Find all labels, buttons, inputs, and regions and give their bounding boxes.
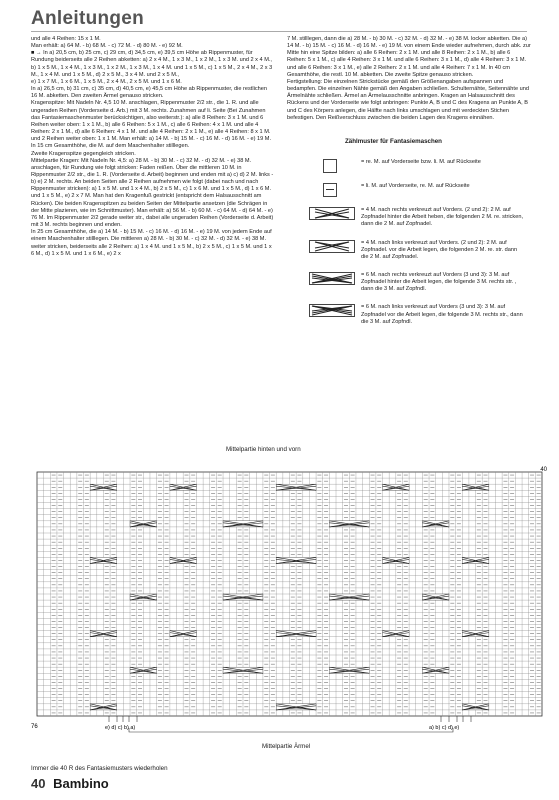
paragraph: Zweite Kragenspitze gegengleich stricken.	[31, 150, 136, 157]
chart-bottom-label: Mittelpartie Ärmel	[262, 743, 311, 750]
legend-text: = re. M. auf Vorderseite bzw. li. M. auf Rückseite	[361, 159, 481, 166]
cable-cross	[170, 557, 197, 563]
chart-size-marks	[109, 716, 471, 732]
paragraph: In a) 26,5 cm, b) 31 cm, c) 35 cm, d) 40,5 cm, e) 45,5 cm Höhe ab Rippenmuster, die restlichen 16 M. abketten. Den zweiten Ärmel genauso stricken.	[31, 86, 267, 100]
legend-item	[287, 304, 531, 325]
paragraph: Fertigstellung: Die einzelnen Strickstücke gemäß den Größenangaben aufspannen und bedampfen. Die einzelnen Nähte gemäß den Angaben schließen. Schulternähte, Seitennähte und Ärmelnähte schließen. Ärmel an Ärmelausschnitte anbringen. Kragen an Halsausschnitt des Rückens und der Vorderseite wie folgt anbringen: Punkte A, B und C des Kragens an Punkte A, B und C des Körpers anlegen, die Hälfte nach links umschlagen und mit verdeckten Stichen befestigen. Den Reißverschluss zwischen die beiden Lagen des Kragens einnähen.	[287, 78, 529, 121]
legend-text: = 4 M. nach rechts verkreuzt auf Vorders. (2 und 2): 2 M. auf Zopfnadel hinter die Arbeit heben, die folgenden 2 M. re. stricken, dann die 2 M. auf Zopfnadel.	[361, 207, 524, 228]
cross-6-left-icon	[309, 304, 355, 317]
stitch-count-label: 76	[31, 724, 38, 730]
cable-cross	[462, 557, 489, 563]
paragraph: und alle 4 Reihen: 15 x 1 M.	[31, 36, 101, 42]
row-count-label: 40	[540, 467, 547, 473]
cable-cross	[130, 594, 157, 600]
brand-name: Bambino	[53, 776, 109, 791]
cable-cross	[130, 667, 157, 673]
repeat-note: Immer die 40 R des Fantasiemusters wiederholen	[31, 765, 168, 772]
cable-cross	[276, 631, 316, 637]
legend-text: = 6 M. nach links verkreuzt auf Vorders (3 und 3): 3 M. auf Zopfnadel vor die Arbeit legen, die folgende 3 M. rechts str., dann die 3 M. auf Zopfndl.	[361, 304, 523, 325]
cable-cross	[130, 521, 157, 527]
cable-cross	[223, 594, 263, 600]
cable-cross	[276, 484, 316, 490]
title-rule	[31, 31, 527, 32]
cable-cross	[462, 484, 489, 490]
cable-cross	[383, 557, 410, 563]
cross-6-right-icon	[309, 272, 355, 285]
instructions-left-column	[31, 36, 274, 258]
legend-text: = li. M. auf Vorderseite, re. M. auf Rückseite	[361, 183, 470, 190]
legend-item	[287, 183, 531, 196]
paragraph: ■ → In a) 20,5 cm, b) 25 cm, c) 29 cm, d) 34,5 cm, e) 39,5 cm Höhe ab Rippenmuster, für Rundung beiderseits alle 2 Reihen abketten: a) 2 x 4 M., 1 x 3 M., 1 x 2 M., 1 x 3 M. und 2 x 4 M., b) 1 x 5 M., 1 x 4 M., 1 x 3 M., 1 x 2 M., 1 x 3 M., 1 x 4 M. und 1 x 5 M., c) 1 x 5 M., 2 x 4 M., 2 x 3 M., 1 x 4 M. und 1 x 5 M., d) 2 x 5 M., 3 x 4 M. und 2 x 5 M.,	[31, 50, 273, 78]
legend-title: Zählmuster für Fantasiemaschen	[345, 137, 442, 145]
cable-cross	[422, 667, 449, 673]
page-title: Anleitungen	[31, 8, 145, 29]
cross-4-left-icon	[309, 240, 355, 253]
cable-cross	[329, 594, 369, 600]
cable-cross	[383, 631, 410, 637]
empty-box-icon	[309, 159, 355, 172]
paragraph: Man erhält: a) 64 M. - b) 68 M. - c) 72 M. - d) 80 M. - e) 92 M.	[31, 43, 183, 50]
cable-cross	[90, 704, 117, 710]
paragraph: 7 M. stilllegen, dann die a) 28 M. - b) 30 M. - c) 32 M. - d) 32 M. - e) 38 M. locker abketten. Die a) 14 M. - b) 15 M. - c) 16 M. - d) 16 M. - e) 19 M. von einem Ende wieder aufnehmen, durch abk. zur Mitte hin eine Spitze bilden: a) alle 6 Reihen: 2 x 1 M. und alle 8 Reihen: 2 x 1 M., b) alle 6 Reihen: 5 x 1 M., c) alle 4 Reihen: 3 x 1 M. und alle 6 Reihen: 3 x 1 M., d) alle 4 Reihen: 3 x 1 M. und alle 6 Reihen: 3 x 1 M., e) alle 2 Reihen: 2 x 1 M. und alle 4 Reihen: 7 x 1 M. In 40 cm Gesamthöhe, die restl. 10 M. abketten. Die zweite Spitze genauso stricken.	[287, 36, 531, 78]
cable-cross	[170, 631, 197, 637]
cable-cross	[223, 521, 263, 527]
cable-cross	[90, 631, 117, 637]
cable-cross	[90, 557, 117, 563]
cable-cross	[422, 594, 449, 600]
cable-cross	[170, 484, 197, 490]
cable-cross	[276, 704, 316, 710]
right-size-marks: a) b) c) d) e)	[429, 725, 460, 731]
instructions-right-column	[287, 36, 531, 337]
legend-item	[287, 207, 531, 228]
cable-cross	[329, 667, 369, 673]
paragraph: Kragenspitze: Mit Nadeln Nr. 4,5 10 M. anschlagen, Rippenmuster 2/2 str., die 1. R. und alle ungeraden Reihen (Vorderseite d. Arb.) mit 3 M. rechts. Zunahmen auf li. Seite (Bei Zunahmen das Fantasiemaschenmuster berücksichtigen, also weiterstr.): a) alle 8 Reihen: 3 x 1 M. und 6 Reihen weiter oben: 1 x 1 M., b) alle 6 Reihen: 5 x 1 M., c) alle 6 Reihen: 4 x 1 M. und alle 4 Reihen: 2 x 1 M., d) alle 6 Reihen: 4 x 1 M. und alle 4 Reihen: 2 x 1 M., e) alle 4 Reihen: 8 x 1 M. und 2 Reihen weiter oben: 1 x 1 M. Man erhält: a) 14 M. - b) 15 M. - c) 16 M. - d) 16 M. - e) 19 M. In 15 cm Gesamthöhe, die M. auf dem Maschenhalter stilllegen.	[31, 100, 272, 150]
legend-text: = 4 M. nach links verkreuzt auf Vorders. (2 und 2): 2 M. auf Zopfnadel. vor die Arbeit legen, die folgenden 2 M. re. str. dann die 2 M. auf Zopfnadel.	[361, 239, 518, 260]
legend-text: = 6 M. nach rechts verkreuzt auf Vorders (3 und 3): 3 M. auf Zopfnadel hinter die Arbeit legen, die folgende 3 M. rechts str. , dann die 3 M. auf Zopfndl.	[361, 271, 517, 293]
paragraph: e) 1 x 7 M., 1 x 6 M., 1 x 5 M., 2 x 4 M., 2 x 5 M. und 1 x 6 M.	[31, 78, 182, 85]
paragraph: In 25 cm Gesamthöhe, die a) 14 M. - b) 15 M. - c) 16 M. - d) 16 M. - e) 19 M. von jedem Ende auf einem Maschenhalter stilllegen. Die mittleren a) 28 M. - b) 30 M. - c) 32 M. - d) 32 M. - e) 38 M. weiter stricken, beiderseits alle 2 Reihen: a) 1 x 4 M. und 1 x 5 M., b) 2 x 5 M., c) 1 x 5 M. und 1 x 6 M., d) 1 x 5 M. und 1 x 6 M., e) 2 x	[31, 229, 272, 257]
page-footer	[31, 776, 109, 791]
cable-cross	[223, 667, 263, 673]
cable-cross	[462, 631, 489, 637]
cable-cross	[462, 704, 489, 710]
page-number: 40	[31, 776, 46, 791]
chart-grid	[37, 472, 542, 716]
cable-cross	[422, 521, 449, 527]
cable-cross	[329, 521, 369, 527]
knitting-chart	[31, 464, 545, 732]
cable-cross	[276, 557, 316, 563]
dash-box-icon	[309, 183, 355, 196]
legend-item	[287, 240, 531, 261]
legend-item	[287, 159, 531, 172]
cross-4-right-icon	[309, 207, 355, 220]
left-size-marks: e) d) c) b) a)	[105, 725, 136, 731]
paragraph: Mittelpartie Kragen: Mit Nadeln Nr. 4,5: a) 28 M. - b) 30 M. - c) 32 M. - d) 32 M. - e) 38 M. anschlagen, für Rundung wie folgt stricken: Faden reißen. Über die mittleren 10 M. in Rippenmuster 2/2 str., die 1. R. (Vorderseite d. Arbeit) beginnen und enden mit a) c) d) 2 M. links - b) e) 2 M. rechts. An beiden Seiten alle 2 Reihen aufnehmen wie folgt (dabei nach und nach Rippenmuster stricken): a) 1 x 5 M. und 1 x 4 M., b) 2 x 5 M., c) 1 x 6 M. und 1 x 5 M., d) 1 x 6 M. und 1 x 5 M., e) 2 x 7 M. Man hat den Kragenfuß gestrickt (entspricht dem Halsausschnitt am Rücken). Die beiden Kragenspitzen zu beiden Seiten der Mittelpartie ansetzen (die Schrägen in der Mitte plazieren, wie im Schnittmuster). Man erhält: a) 56 M. - b) 60 M. - c) 64 M. - d) 64 M. - e) 76 M. Im Rippenmuster 2/2 gerade weiter str., dabei alle ungeraden Reihen (Vorderseite d. Arbeit) mit 3 M. rechts beginnen und enden.	[31, 157, 274, 229]
chart-top-label: Mittelpartie hinten und vorn	[226, 446, 301, 453]
cable-cross	[90, 484, 117, 490]
legend-item	[287, 272, 531, 293]
cable-cross	[383, 484, 410, 490]
sleeve-bracket	[129, 728, 453, 732]
